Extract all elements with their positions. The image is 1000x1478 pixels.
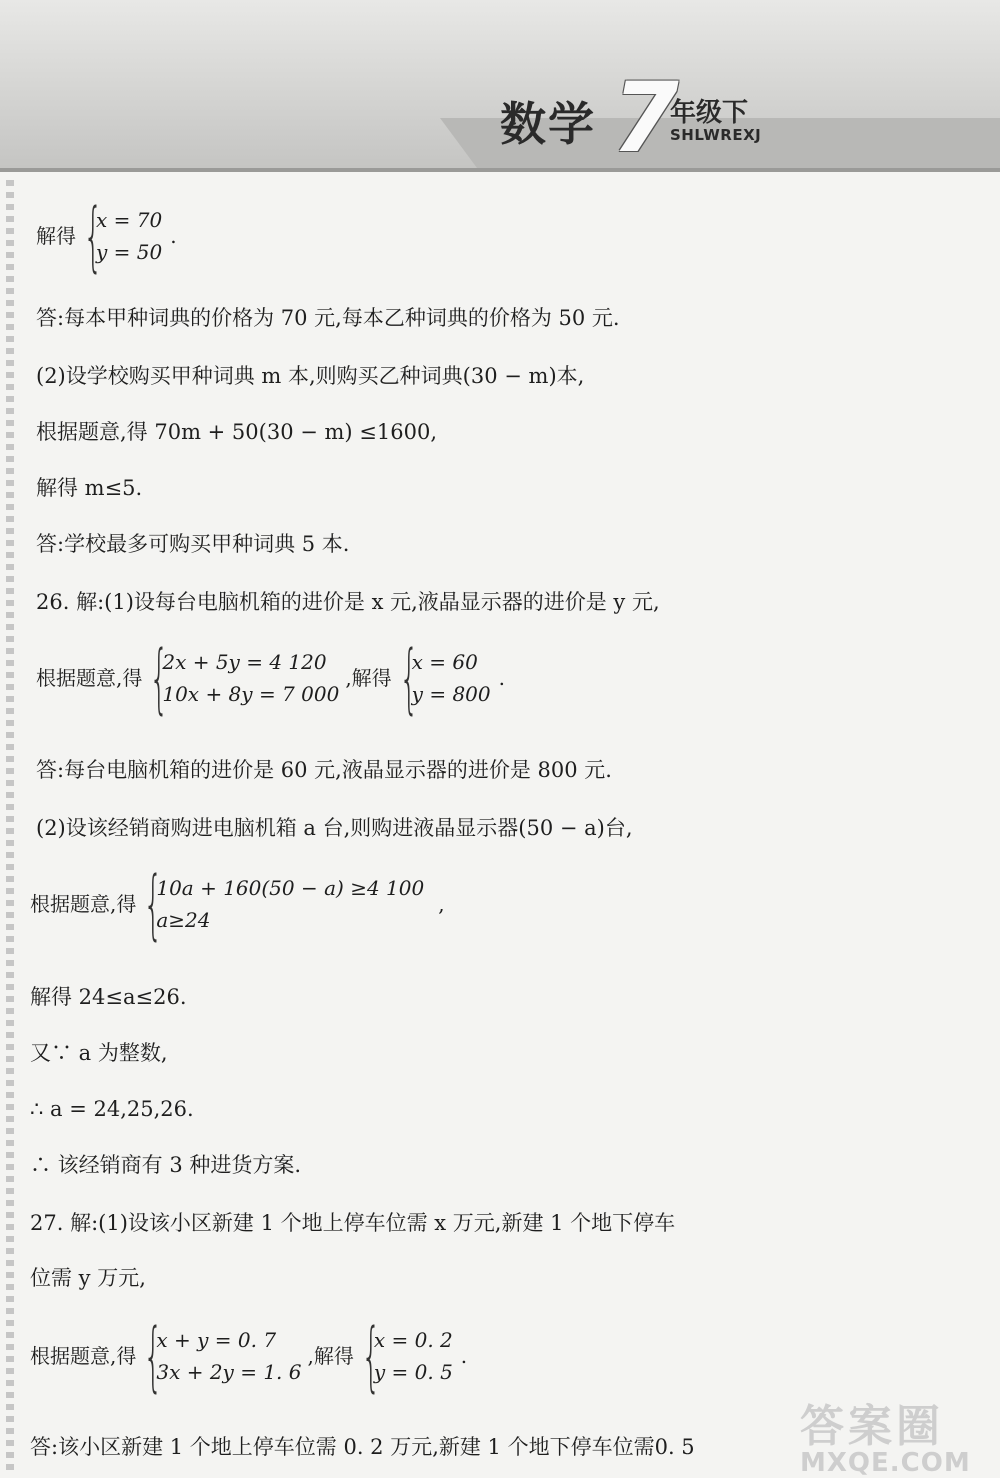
decorative-left-border (6, 180, 14, 1470)
system-label: 解得 (36, 224, 76, 248)
system-solve-label: ,解得 (345, 666, 392, 690)
equation: y = 800 (411, 682, 491, 706)
equation: y = 0. 5 (373, 1360, 453, 1384)
text-line: 解得 m≤5. (36, 476, 143, 500)
system-solutions (412, 648, 491, 708)
equation: x = 0. 2 (373, 1328, 453, 1352)
system-tail: , (438, 892, 445, 916)
equation-system-3 (30, 859, 445, 948)
system-equations (162, 648, 339, 708)
system-equations (156, 1326, 301, 1386)
system-tail: . (170, 224, 177, 248)
watermark-url: MXQE.COM (800, 1448, 971, 1478)
equation: x = 70 (96, 208, 163, 232)
header-rule (0, 168, 1000, 172)
text-line: (2)设学校购买甲种词典 m 本,则购买乙种词典(30 − m)本, (36, 364, 585, 388)
brace-icon: { (361, 1311, 381, 1400)
system-label: 根据题意,得 (30, 892, 137, 916)
system-tail: . (460, 1344, 468, 1368)
text-line: ∴ 该经销商有 3 种进货方案. (30, 1153, 302, 1177)
text-line: 答:该小区新建 1 个地上停车位需 0. 2 万元,新建 1 个地下停车位需0. 5 (30, 1435, 695, 1459)
text-line: 答:每台电脑机箱的进价是 60 元,液晶显示器的进价是 800 元. (36, 758, 612, 782)
equation: 3x + 2y = 1. 6 (156, 1360, 302, 1384)
system-label: 根据题意,得 (30, 1344, 137, 1368)
text-line: (2)设该经销商购进电脑机箱 a 台,则购进液晶显示器(50 − a)台, (36, 816, 633, 840)
equation: x = 60 (411, 650, 478, 674)
text-line: 根据题意,得 70m + 50(30 − m) ≤1600, (36, 420, 438, 444)
brace-icon: { (143, 859, 164, 948)
brace-icon: { (143, 1311, 164, 1400)
equation-system-2 (36, 633, 505, 722)
equation: a≥24 (156, 908, 211, 932)
watermark-logo: 答案圈 (800, 1401, 944, 1452)
equation-system-1 (36, 191, 177, 280)
system-tail: . (498, 666, 505, 690)
text-line: 位需 y 万元, (30, 1266, 146, 1290)
equation: y = 50 (96, 240, 163, 264)
header-code: SHLWREXJ (670, 126, 762, 144)
header-subject: 数学 (500, 97, 596, 151)
text-line: 27. 解:(1)设该小区新建 1 个地上停车位需 x 万元,新建 1 个地下停车 (30, 1211, 676, 1235)
equation: 10x + 8y = 7 000 (162, 682, 340, 706)
text-line: 解得 24≤a≤26. (30, 985, 187, 1009)
equation-system-4 (30, 1311, 468, 1400)
brace-icon: { (149, 633, 170, 722)
system-equations (156, 874, 424, 934)
text-line: 答:学校最多可购买甲种词典 5 本. (36, 532, 350, 556)
equation: x + y = 0. 7 (156, 1328, 277, 1352)
brace-icon: { (83, 191, 103, 280)
text-line: ∴ a = 24,25,26. (30, 1097, 194, 1121)
equation: 2x + 5y = 4 120 (162, 650, 327, 674)
header-grade-level: 年级下 (670, 98, 749, 128)
system-solve-label: ,解得 (307, 1344, 354, 1368)
system-label: 根据题意,得 (36, 666, 143, 690)
system-solutions (374, 1326, 453, 1386)
text-line: 答:每本甲种词典的价格为 70 元,每本乙种词典的价格为 50 元. (36, 306, 620, 330)
page-header (0, 0, 1000, 172)
watermark (800, 1390, 995, 1478)
brace-icon: { (399, 633, 419, 722)
header-grade-number: 7 (612, 62, 679, 174)
text-line: 26. 解:(1)设每台电脑机箱的进价是 x 元,液晶显示器的进价是 y 元, (36, 590, 660, 614)
system-equations (96, 206, 162, 266)
equation: 10a + 160(50 − a) ≥4 100 (156, 876, 425, 900)
text-line: 又∵ a 为整数, (30, 1041, 168, 1065)
